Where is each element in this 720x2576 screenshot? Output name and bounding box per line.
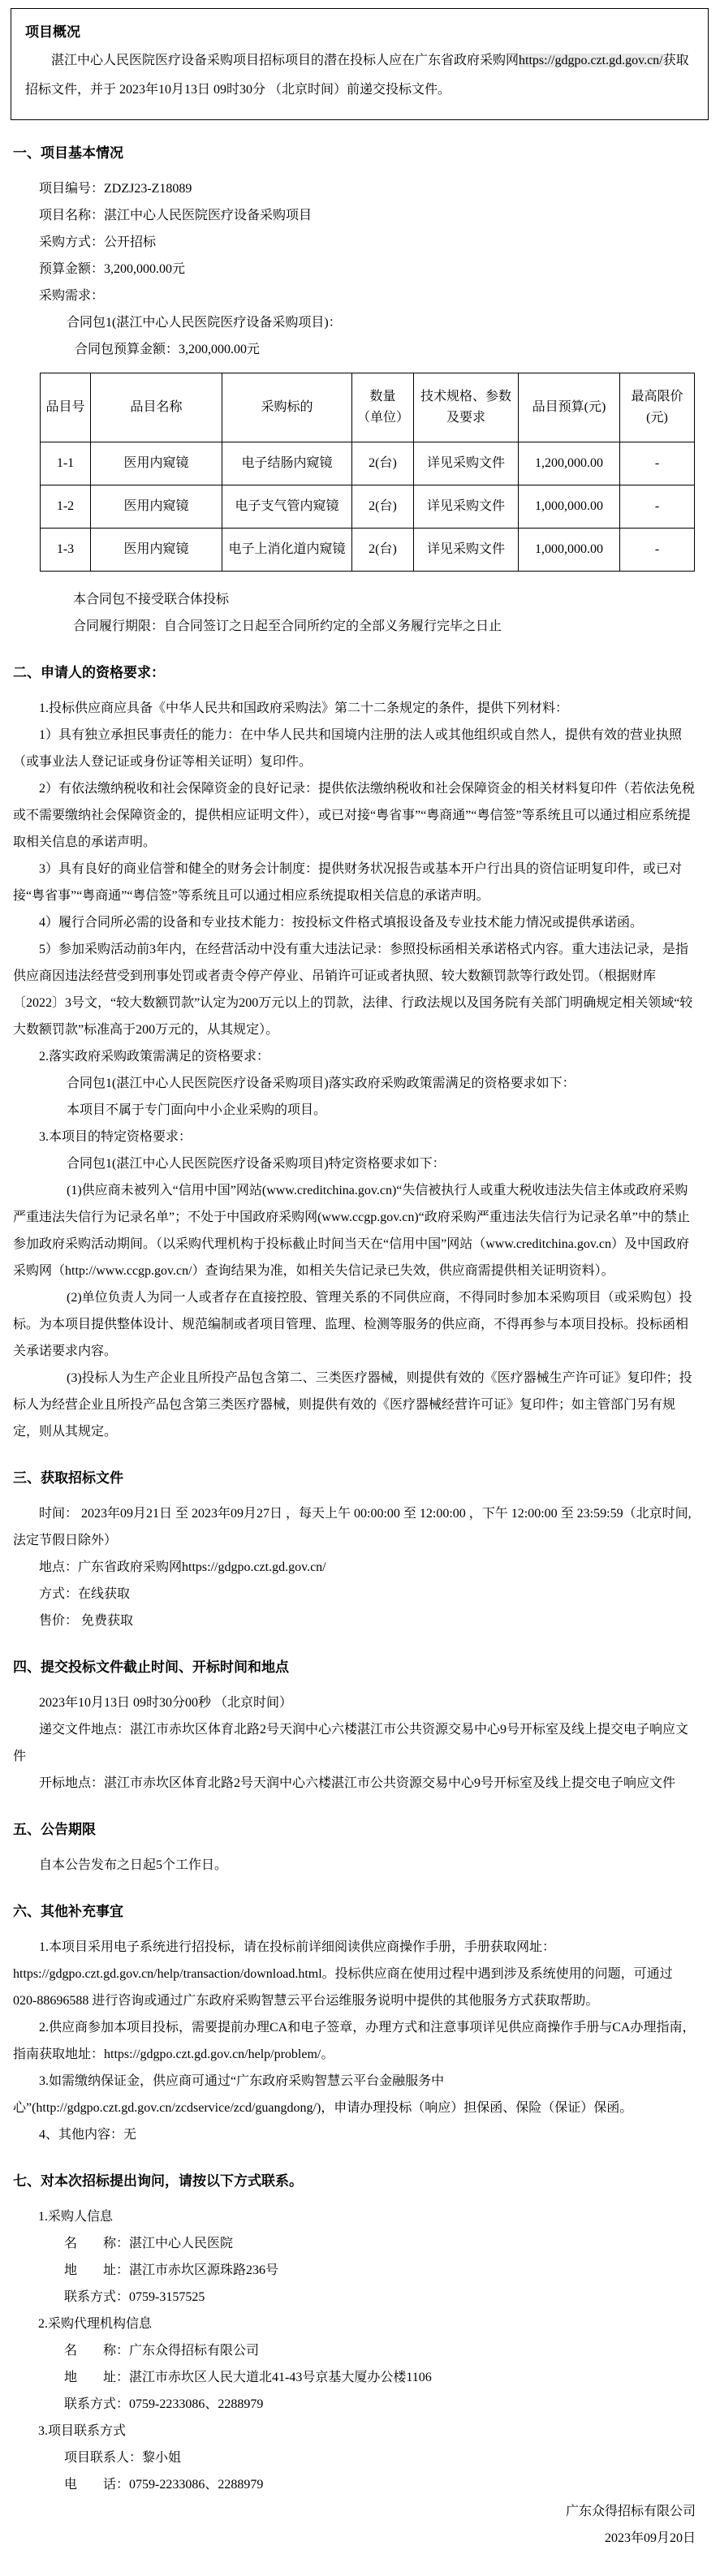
cell-quantity: 2(台)	[352, 442, 414, 485]
qualification-paragraph: 合同包1(湛江中心人民医院医疗设备采购项目)特定资格要求如下：	[67, 1157, 446, 1171]
table-row	[41, 485, 695, 529]
cell-item-name: 医用内窥镜	[91, 485, 222, 529]
supplementary-paragraph: 2.供应商参加本项目投标，需要提前办理CA和电子签章，办理方式和注意事项详见供应商操作手册与CA办理指南，指南获取地址：https://gdgpo.czt.gd.gov.cn/help/problem/。	[13, 2021, 696, 2061]
contract-period-note: 合同履行期限：自合同签订之日起至合同所约定的全部义务履行完毕之日止	[73, 619, 502, 633]
header-item-name: 品目名称	[91, 373, 222, 442]
qualification-paragraph: 1.投标供应商应具备《中华人民共和国政府采购法》第二十二条规定的条件，提供下列材料：	[39, 701, 569, 715]
items-table	[40, 373, 695, 572]
cell-item-budget: 1,000,000.00	[519, 529, 620, 572]
qualification-paragraph: (2)单位负责人为同一人或者存在直接控股、管理关系的不同供应商，不得同时参加本采购项目（或采购包）投标。为本项目提供整体设计、规范编制或者项目管理、监理、检测等服务的供应商，不得再参与本项目投标。投标函相关承诺要求内容。	[13, 1291, 692, 1358]
agency-name: 名 称：广东众得招标有限公司	[64, 2344, 260, 2358]
agency-info-title: 2.采购代理机构信息	[38, 2317, 153, 2331]
cell-item-name: 医用内窥镜	[91, 442, 222, 485]
qualification-paragraph: 本项目不属于专门面向中小企业采购的项目。	[67, 1103, 327, 1117]
contract-package-line: 合同包1(湛江中心人民医院医疗设备采购项目)：	[67, 316, 342, 330]
acquire-time-line: 时间： 2023年09月21日 至 2023年09月27日 ，每天上午 00:00:00 至 12:00:00 ，下午 12:00:00 至 23:59:59（北京时间,法定节假日除外）	[13, 1507, 692, 1547]
project-number: 项目编号：ZDZJ23-Z18089	[39, 182, 192, 196]
submission-place: 递交文件地点：湛江市赤坎区体育北路2号天润中心六楼湛江市公共资源交易中心9号开标室及线上提交电子响应文件	[13, 1723, 689, 1763]
cell-item-budget: 1,200,000.00	[519, 442, 620, 485]
cell-tech-spec: 详见采购文件	[414, 442, 519, 485]
supplementary-paragraph: 4、其他内容：无	[39, 2128, 137, 2142]
table-header-row	[41, 373, 695, 442]
overview-intro-text: 湛江中心人民医院医疗设备采购项目招标项目的潜在投标人应在广东省政府采购网	[51, 54, 520, 67]
qualification-paragraph: 3）具有良好的商业信誉和健全的财务会计制度：提供财务状况报告或基本开户行出具的资信证明复印件，或已对接“粤省事”“粤商通”“粤信签”等系统且可以通过相应系统提取相关信息的承诺声明。	[13, 862, 683, 903]
supplementary-paragraph: 1.本项目采用电子系统进行招投标，请在投标前详细阅读供应商操作手册，手册获取网址：https://gdgpo.czt.gd.gov.cn/help/transaction/download.html。投标供应商在使用过程中遇到涉及系统使用的问题，可通过020-88696588 进行咨询或通过广东政府采购智慧云平台运维服务说明中提供的其他服务方式获取帮助。	[13, 1940, 673, 2008]
cell-quantity: 2(台)	[352, 529, 414, 572]
project-contact-phone: 电 话：0759-2233086、2288979	[64, 2478, 264, 2492]
contract-package-budget: 合同包预算金额：3,200,000.00元	[75, 343, 261, 356]
purchaser-contact: 联系方式：0759-3157525	[64, 2290, 205, 2304]
qualification-paragraph: 2.落实政府采购政策需满足的资格要求：	[39, 1050, 270, 1064]
qualification-paragraph: 5）参加采购活动前3年内，在经营活动中没有重大违法记录：参照投标函相关承诺格式内容。重大违法记录，是指供应商因违法经营受到刑事处罚或者责令停产停业、吊销许可证或者执照、较大数额罚款等行政处罚。（根据财库〔2022〕3号文，“较大数额罚款”认定为200万元以上的罚款，法律、行政法规以及国务院有关部门明确规定相关领域“较大数额罚款”标准高于200万元的，从其规定）。	[13, 943, 693, 1037]
section1-heading: 一、项目基本情况	[13, 145, 123, 161]
header-procurement-target: 采购标的	[222, 373, 352, 442]
project-name: 项目名称：湛江中心人民医院医疗设备采购项目	[39, 209, 313, 222]
agency-address: 地 址：湛江市赤坎区人民大道北41-43号京基大厦办公楼1106	[64, 2371, 432, 2384]
cell-max-price: -	[620, 485, 695, 529]
signing-date: 2023年09月20日	[604, 2531, 696, 2545]
section3-heading: 三、获取招标文件	[13, 1470, 123, 1486]
header-tech-spec: 技术规格、参数及要求	[414, 373, 519, 442]
header-item-budget: 品目预算(元)	[519, 373, 620, 442]
cell-item-no: 1-3	[41, 529, 91, 572]
cell-tech-spec: 详见采购文件	[414, 529, 519, 572]
project-contact-title: 3.项目联系方式	[38, 2424, 127, 2438]
section4-heading: 四、提交投标文件截止时间、开标时间和地点	[13, 1659, 289, 1675]
qualification-paragraph: 4）履行合同所必需的设备和专业技术能力：按投标文件格式填报设备及专业技术能力情况或提供承诺函。	[39, 916, 644, 930]
qualification-paragraph: (1)供应商未被列入“信用中国”网站(www.creditchina.gov.cn)“失信被执行人或重大税收违法失信主体或政府采购严重违法失信行为记录名单”；不处于中国政府采购网(www.ccgp.gov.cn)“政府采购严重违法失信行为记录名单”中的禁止参加政府采购活动期间。（以采购代理机构于投标截止时间当天在“信用中国”网站（www.creditchina.gov.cn）及中国政府采购网（http://www.ccgp.gov.cn/）查询结果为准，如相关失信记录已失效，供应商需提供相关证明资料）。	[13, 1184, 690, 1278]
cell-procurement-target: 电子结肠内窥镜	[222, 442, 352, 485]
signature-block	[13, 2498, 696, 2552]
cell-quantity: 2(台)	[352, 485, 414, 529]
section7-heading: 七、对本次招标提出询问，请按以下方式联系。	[13, 2173, 303, 2189]
section6-heading: 六、其他补充事宜	[13, 1904, 123, 1919]
cell-procurement-target: 电子上消化道内窥镜	[222, 529, 352, 572]
announcement-period-line: 自本公告发布之日起5个工作日。	[39, 1858, 228, 1872]
project-contact-person: 项目联系人：黎小姐	[64, 2451, 182, 2465]
purchaser-address: 地 址：湛江市赤坎区源珠路236号	[64, 2263, 279, 2277]
cell-tech-spec: 详见采购文件	[414, 485, 519, 529]
budget-amount: 预算金额：3,200,000.00元	[39, 262, 186, 276]
signing-company: 广东众得招标有限公司	[565, 2505, 696, 2518]
cell-max-price: -	[620, 529, 695, 572]
project-overview-box	[11, 8, 709, 120]
overview-title: 项目概况	[25, 24, 80, 40]
procurement-demand-label: 采购需求：	[39, 289, 105, 303]
header-item-no: 品目号	[41, 373, 91, 442]
qualification-paragraph: 合同包1(湛江中心人民医院医疗设备采购项目)落实政府采购政策需满足的资格要求如下：	[67, 1077, 576, 1090]
qualification-paragraph: (3)投标人为生产企业且所投产品包含第二、三类医疗器械，则提供有效的《医疗器械生产许可证》复印件；投标人为经营企业且所投产品包含第三类医疗器械，则提供有效的《医疗器械经营许可证》复印件；如主管部门另有规定，则从其规定。	[13, 1371, 692, 1439]
qualification-paragraph: 3.本项目的特定资格要求：	[39, 1130, 192, 1144]
table-row	[41, 529, 695, 572]
cell-item-budget: 1,000,000.00	[519, 485, 620, 529]
procurement-site-url: https://gdgpo.czt.gd.gov.cn/	[519, 54, 663, 67]
bid-opening-place: 开标地点：湛江市赤坎区体育北路2号天润中心六楼湛江市公共资源交易中心9号开标室及线上提交电子响应文件	[39, 1776, 676, 1790]
header-quantity: 数量（单位）	[352, 373, 414, 442]
purchaser-name: 名 称：湛江中心人民医院	[64, 2237, 234, 2250]
overview-deadline-text: 获取招标文件，并于 2023年10月13日 09时30分 （北京时间）前递交投标文件。	[25, 54, 689, 97]
qualification-paragraph: 1）具有独立承担民事责任的能力：在中华人民共和国境内注册的法人或其他组织或自然人，提供有效的营业执照（或事业法人登记证或身份证等相关证明）复印件。	[13, 728, 683, 769]
cell-item-no: 1-2	[41, 485, 91, 529]
cell-item-name: 医用内窥镜	[91, 529, 222, 572]
section5-heading: 五、公告期限	[13, 1822, 96, 1837]
supplementary-paragraph: 3.如需缴纳保证金，供应商可通过“广东政府采购智慧云平台金融服务中心”(http://gdgpo.czt.gd.gov.cn/zcdservice/zcd/guangdong/)，申请办理投标（响应）担保函、保险（保证）保函。	[13, 2074, 633, 2115]
acquire-price-line: 售价： 免费获取	[39, 1614, 134, 1628]
qualification-paragraph: 2）有依法缴纳税收和社会保障资金的良好记录：提供依法缴纳税收和社会保障资金的相关材料复印件（若依法免税或不需要缴纳社会保障资金的，提供相应证明文件），或已对接“粤省事”“粤商通”“粤信签”等系统且可以通过相应系统提取相关信息的承诺声明。	[13, 782, 696, 849]
header-max-price: 最高限价(元)	[620, 373, 695, 442]
section2-heading: 二、申请人的资格要求：	[13, 665, 165, 680]
no-consortium-note: 本合同包不接受联合体投标	[73, 593, 230, 606]
table-row	[41, 442, 695, 485]
cell-procurement-target: 电子支气管内窥镜	[222, 485, 352, 529]
overview-paragraph	[25, 46, 693, 105]
acquire-method-line: 方式：在线获取	[39, 1587, 131, 1601]
package-notes	[13, 586, 696, 640]
cell-max-price: -	[620, 442, 695, 485]
procurement-method: 采购方式：公开招标	[39, 235, 157, 249]
purchaser-info-title: 1.采购人信息	[38, 2210, 114, 2224]
cell-item-no: 1-1	[41, 442, 91, 485]
agency-contact: 联系方式：0759-2233086、2288979	[64, 2397, 264, 2411]
deadline-datetime: 2023年10月13日 09时30分00秒 （北京时间）	[39, 1696, 293, 1710]
acquire-place-line: 地点：广东省政府采购网https://gdgpo.czt.gd.gov.cn/	[39, 1560, 326, 1574]
